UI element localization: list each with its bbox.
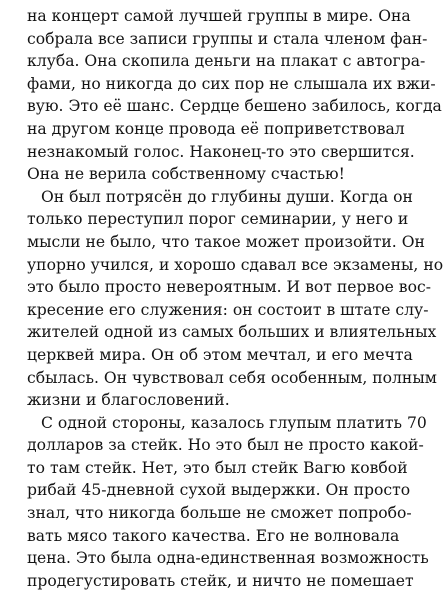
text-line: то там стейк. Нет, это был стейк Вагю ковбой (27, 458, 408, 477)
text-line: цена. Это была одна-единственная возможность (27, 549, 429, 568)
paragraph-2 (27, 186, 443, 412)
text-line: незнакомый голос. Наконец-то это свершится. (27, 142, 415, 161)
text-line: собрала все записи группы и стала членом фан- (27, 29, 428, 48)
text-line: знал, что никогда больше не сможет попробо- (27, 504, 412, 523)
text-line: вать мясо такого качества. Его не волновала (27, 526, 400, 545)
text-line: упорно учился, и хорошо сдавал все экзамены, но (27, 255, 443, 274)
text-line: мысли не было, что такое может произойти. Он (27, 232, 425, 251)
text-line: только переступил порог семинарии, у него и (27, 210, 409, 229)
text-line: фами, но никогда до сих пор не слышала их вжи- (27, 74, 436, 93)
text-line: С одной стороны, казалось глупым платить 70 (41, 413, 427, 432)
text-line: рибай 45-дневной сухой выдержки. Он просто (27, 481, 411, 500)
text-line: продегустировать стейк, и ничто не помешает (27, 571, 414, 590)
text-line: долларов за стейк. Но это был не просто какой- (27, 436, 424, 455)
text-line: клуба. Она скопила деньги на плакат с автогра- (27, 52, 426, 71)
paragraph-3 (27, 412, 429, 592)
text-line: кресение его служения: он состоит в штате слу- (27, 300, 429, 319)
text-line: на другом конце провода её поприветствовал (27, 119, 405, 138)
text-line: это было просто невероятным. И вот первое вос- (27, 278, 431, 297)
text-line: сбылась. Он чувствовал себя особенным, полным (27, 368, 437, 387)
text-line: Она не верила собственному счастью! (27, 165, 345, 184)
paragraph-1 (27, 5, 442, 186)
text-line: жизни и благословений. (27, 391, 230, 410)
text-line: жителей одной из самых больших и влиятельных (27, 323, 437, 342)
text-line: Он был потрясён до глубины души. Когда он (41, 187, 413, 206)
text-line: на концерт самой лучшей группы в мире. Она (27, 7, 411, 25)
text-line: церквей мира. Он об этом мечтал, и его мечта (27, 345, 413, 364)
text-line: вую. Это её шанс. Сердце бешено забилось, когда (27, 97, 442, 116)
